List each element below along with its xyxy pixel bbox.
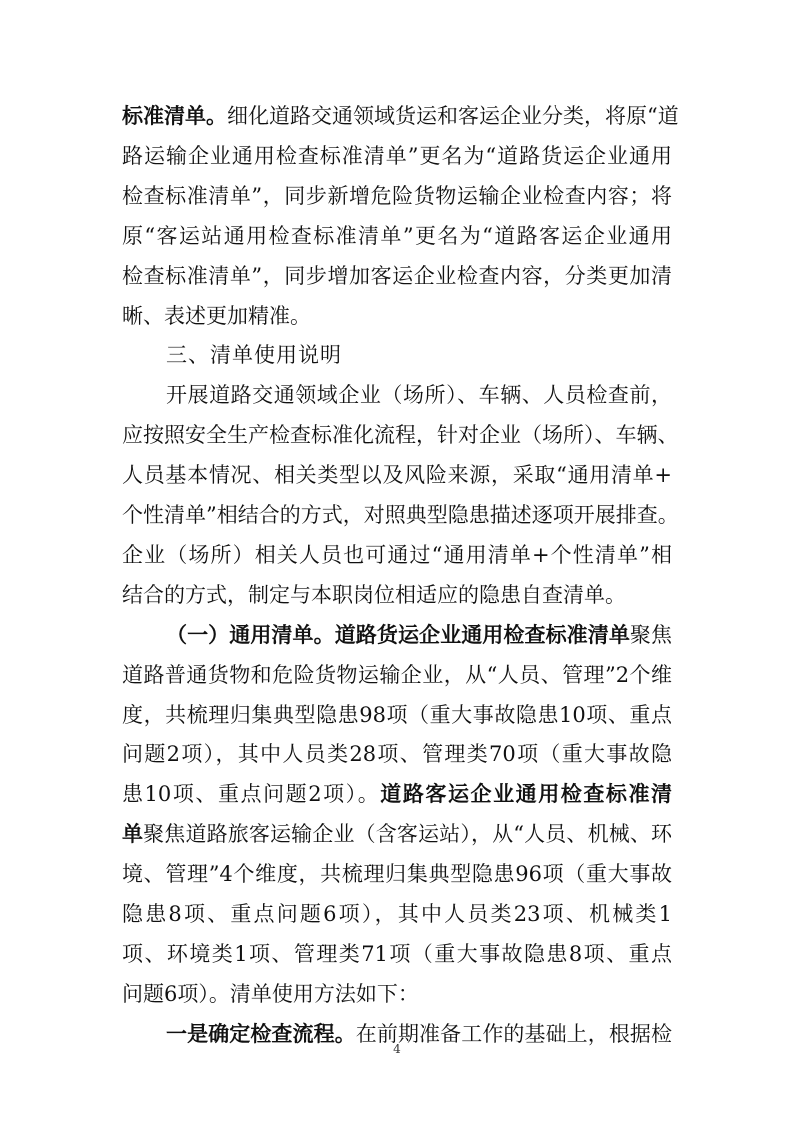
paragraph-line: 检查标准清单”，同步新增危险货物运输企业检查内容；将	[122, 183, 672, 208]
paragraph-line	[166, 616, 672, 654]
text-run: 细化道路交通领域货运和客运企业分类，将原“道	[227, 104, 679, 128]
paragraph-line	[122, 775, 672, 813]
paragraph-line: 问题2项），其中人员类28项、管理类70项（重大事故隐	[122, 742, 672, 767]
paragraph-line: 度，共梳理归集典型隐患98项（重大事故隐患10项、重点	[122, 702, 672, 727]
paragraph-line: 原“客运站通用检查标准清单”更名为“道路客运企业通用	[122, 223, 672, 248]
paragraph-line	[122, 97, 679, 135]
paragraph-line: 问题6项）。清单使用方法如下：	[122, 981, 419, 1006]
paragraph-line: 道路普通货物和危险货物运输企业，从“人员、管理”2个维	[122, 662, 672, 687]
paragraph-line: 人员基本情况、相关类型以及风险来源，采取“通用清单+	[122, 463, 672, 488]
text-run: 患10项、重点问题2项）。	[122, 782, 381, 807]
paragraph-line: 路运输企业通用检查标准清单”更名为“道路货运企业通用	[122, 143, 672, 168]
paragraph-line: 隐患8项、重点问题6项），其中人员类23项、机械类1	[122, 902, 672, 926]
bold-phrase: 道路客运企业通用检查标准清	[380, 781, 672, 807]
paragraph-line: 企业（场所）相关人员也可通过“通用清单+个性清单”相	[122, 542, 672, 567]
paragraph-line	[166, 1015, 672, 1053]
section-heading: 三、清单使用说明	[166, 343, 342, 368]
bold-phrase: 单	[122, 821, 144, 847]
page-number: 4	[393, 1042, 401, 1056]
paragraph-line: 境、管理”4个维度，共梳理归集典型隐患96项（重大事故	[122, 862, 672, 887]
paragraph-line: 结合的方式，制定与本职岗位相适应的隐患自查清单。	[122, 582, 626, 607]
paragraph-line: 项、环境类1项、管理类71项（重大事故隐患8项、重点	[122, 941, 672, 966]
paragraph-line: 检查标准清单”，同步增加客运企业检查内容，分类更加清	[122, 263, 672, 288]
paragraph-line: 个性清单”相结合的方式，对照典型隐患描述逐项开展排查。	[122, 503, 679, 527]
text-run: 聚焦	[629, 622, 673, 647]
text-run: 在前期准备工作的基础上，根据检	[355, 1021, 673, 1046]
paragraph-line	[122, 815, 672, 853]
bold-phrase: 一是确定检查流程。	[166, 1020, 356, 1046]
paragraph-line: 晰、表述更加精准。	[122, 303, 311, 328]
paragraph-line: 应按照安全生产检查标准化流程，针对企业（场所）、车辆、	[122, 423, 679, 448]
paragraph-line: 开展道路交通领域企业（场所）、车辆、人员检查前，	[166, 383, 672, 408]
text-run: 聚焦道路旅客运输企业（含客运站），从“人员、机械、环	[143, 822, 673, 847]
bold-phrase: （一）通用清单。道路货运企业通用检查标准清单	[166, 621, 630, 647]
bold-phrase: 标准清单。	[122, 103, 227, 128]
